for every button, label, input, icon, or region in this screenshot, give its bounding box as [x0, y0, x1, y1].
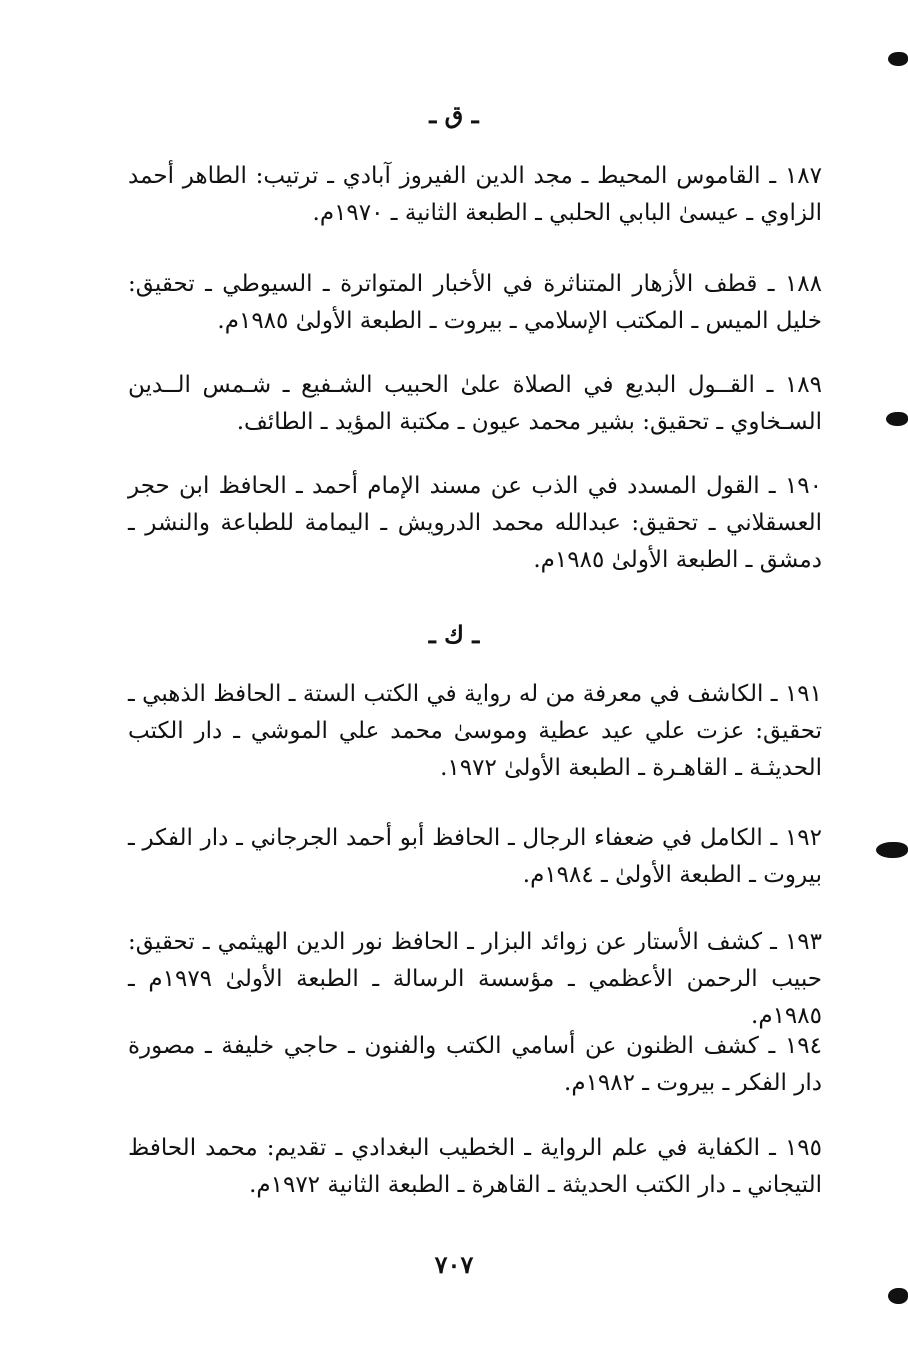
- scan-edge-mark: [886, 412, 908, 426]
- scan-edge-mark: [876, 842, 908, 858]
- bibliography-entry-187: ١٨٧ ـ القاموس المحيط ـ مجد الدين الفيروز آبادي ـ ترتيب: الطاهر أحمد الزاوي ـ عيسىٰ البابي الحلبي ـ الطبعة الثانية ـ ١٩٧٠م.: [128, 163, 822, 226]
- bibliography-entry-193: ١٩٣ ـ كشف الأستار عن زوائد البزار ـ الحافظ نور الدين الهيثمي ـ تحقيق: حبيب الرحمن الأعظمي ـ مؤسسة الرسالة ـ الطبعة الأولىٰ ١٩٧٩م ـ ١٩٨٥م.: [128, 929, 822, 1029]
- bibliography-entry-188: ١٨٨ ـ قطف الأزهار المتناثرة في الأخبار المتواترة ـ السيوطي ـ تحقيق: خليل الميس ـ المكتب الإسلامي ـ بيروت ـ الطبعة الأولىٰ ١٩٨٥م.: [128, 271, 822, 334]
- bibliography-entry-191: ١٩١ ـ الكاشف في معرفة من له رواية في الكتب الستة ـ الحافظ الذهبي ـ تحقيق: عزت علي عيد عطية وموسىٰ محمد علي الموشي ـ دار الكتب الحديثـة ـ القاهـرة ـ الطبعة الأولىٰ ١٩٧٢.: [128, 681, 822, 781]
- section-heading-kaf: ـ ك ـ: [428, 620, 480, 649]
- scan-edge-mark: [888, 52, 908, 66]
- section-heading-qaf: ـ ق ـ: [429, 100, 479, 129]
- bibliography-entry-195: ١٩٥ ـ الكفاية في علم الرواية ـ الخطيب البغدادي ـ تقديم: محمد الحافظ التيجاني ـ دار الكتب الحديثة ـ القاهرة ـ الطبعة الثانية ١٩٧٢م.: [128, 1135, 822, 1198]
- bibliography-entry-189: ١٨٩ ـ القــول البديع في الصلاة علىٰ الحبيب الشـفيع ـ شـمس الــدين السـخاوي ـ تحقيق: بشير محمد عيون ـ مكتبة المؤيد ـ الطائف.: [128, 372, 822, 435]
- page-number: ٧٠٧: [434, 1250, 474, 1279]
- scan-edge-mark: [888, 1288, 908, 1304]
- bibliography-entry-190: ١٩٠ ـ القول المسدد في الذب عن مسند الإمام أحمد ـ الحافظ ابن حجر العسقلاني ـ تحقيق: عبدالله محمد الدرويش ـ اليمامة للطباعة والنشر ـ دمشق ـ الطبعة الأولىٰ ١٩٨٥م.: [128, 473, 822, 573]
- bibliography-entry-192: ١٩٢ ـ الكامل في ضعفاء الرجال ـ الحافظ أبو أحمد الجرجاني ـ دار الفكر ـ بيروت ـ الطبعة الأولىٰ ـ ١٩٨٤م.: [128, 825, 822, 888]
- bibliography-entry-194: ١٩٤ ـ كشف الظنون عن أسامي الكتب والفنون ـ حاجي خليفة ـ مصورة دار الفكر ـ بيروت ـ ١٩٨٢م.: [128, 1033, 822, 1096]
